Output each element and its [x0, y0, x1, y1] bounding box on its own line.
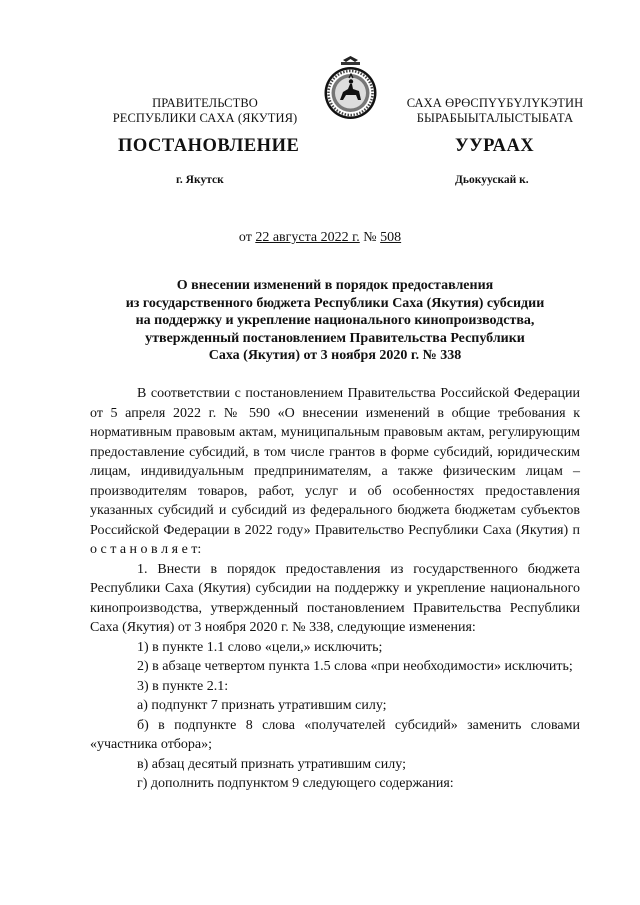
title-line-4: утвержденный постановлением Правительства Республики — [145, 330, 525, 346]
dateline-prefix: от — [238, 230, 252, 245]
dateline-number-sign: № — [363, 230, 377, 245]
subitem-b-paragraph: б) в подпункте 8 слова «получателей субсидий» заменить словами «участника отбора»; — [90, 717, 580, 752]
title-line-5: Саха (Якутия) от 3 ноября 2020 г. № 338 — [208, 348, 462, 363]
subitem-a-paragraph: а) подпункт 7 признать утратившим силу; — [137, 698, 387, 713]
doc-type-right: УУРААХ — [455, 136, 535, 156]
item-3-paragraph: 3) в пункте 2.1: — [137, 678, 229, 694]
item-2-paragraph: 2) в абзаце четвертом пункта 1.5 слова «при необходимости» исключить; — [137, 659, 573, 674]
title-line-1: О внесении изменений в порядок предоставления — [176, 278, 494, 293]
header-right-line-1: САХА ӨРӨСПҮҮБҮЛҮКЭТИН — [406, 96, 584, 110]
subitem-g-paragraph: г) дополнить подпунктом 9 следующего содержания: — [137, 776, 454, 791]
title-line-3: на поддержку и укрепление национального кинопроизводства, — [135, 313, 535, 328]
city-left: г. Якутск — [176, 174, 224, 186]
header-left-block — [100, 96, 310, 126]
document-dateline — [0, 230, 640, 246]
subitem-v-paragraph: в) абзац десятый признать утратившим силу; — [137, 756, 406, 772]
document-date: 22 августа 2022 г. — [255, 230, 360, 245]
clause-1-paragraph: 1. Внести в порядок предоставления из государственного бюджета Республики Саха (Якутия) субсидии на поддержку и укрепление национального кинопроизводства, утвержденный постановлением Правительства Республики Саха (Якутия) от 3 ноября 2020 г. № 338, следующие изменения: — [90, 561, 580, 635]
sakha-coat-of-arms-icon — [323, 56, 378, 120]
header-left-line-1: ПРАВИТЕЛЬСТВО — [152, 96, 258, 110]
city-right: Дьокуускай к. — [455, 174, 529, 186]
header-right-block — [390, 96, 600, 126]
header-right-line-2: БЫРАБЫЫТАЛЫСТЫБАТА — [416, 111, 574, 125]
header-left-line-2: РЕСПУБЛИКИ САХА (ЯКУТИЯ) — [112, 111, 298, 125]
preamble-paragraph: В соответствии с постановлением Правительства Российской Федерации от 5 апреля 2022 г. № 590 «О внесении изменений в общие требования к нормативным правовым актам, муниципальным правовым актам, регулирующим предоставление субсидий, в том числе грантов в форме субсидий, юридическим лицам, индивидуальным предпринимателям, а также физическим лицам – производителям товаров, работ, услуг и об особенностях предоставления указанных субсидий и субсидий из федерального бюджета бюджетам субъектов Российской Федерации в 2022 году» Правительство Республики Саха (Якутия) п о с т а н о в л я е т: — [90, 386, 580, 557]
item-1-paragraph: 1) в пункте 1.1 слово «цели,» исключить; — [137, 639, 383, 655]
doc-type-left: ПОСТАНОВЛЕНИЕ — [118, 136, 300, 156]
document-number: 508 — [380, 230, 402, 245]
document-body — [90, 384, 580, 794]
document-title — [90, 277, 580, 365]
title-line-2: из государственного бюджета Республики Саха (Якутия) субсидии — [125, 295, 545, 311]
